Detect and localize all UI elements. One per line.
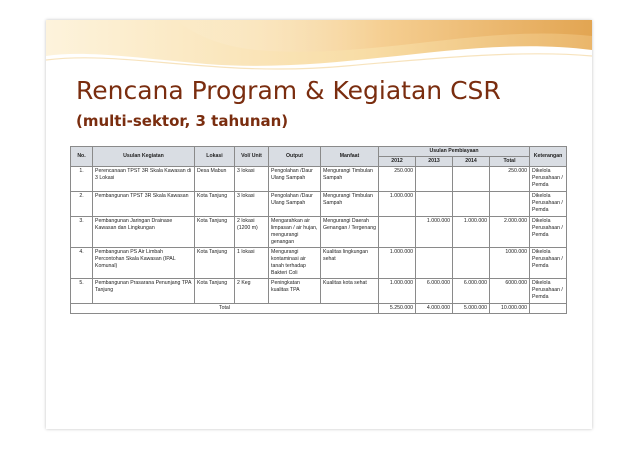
total-total: 10.000.000 [490,304,530,314]
cell-manfaat: Kualitas kota sehat [321,279,379,304]
program-table [70,146,567,314]
slide [46,20,592,429]
cell-no: 5. [71,279,93,304]
total-label: Total [71,304,379,314]
header-lokasi: Lokasi [195,147,235,167]
cell-kegiatan: Pembangunan PS Air Limbah Percontohan Skala Kawasan (IPAL Komunal) [93,248,195,279]
cell-no: 2. [71,192,93,217]
cell-output: Pengolahan /Daur Ulang Sampah [269,167,321,192]
table-row [71,167,567,192]
slide-title: Rencana Program & Kegiatan CSR [76,76,501,105]
cell-total: 250.000 [490,167,530,192]
table-total-row [71,304,567,314]
cell-keterangan: Dikelola Perusahaan / Pemda [530,279,567,304]
cell-vol: 3 lokasi [235,167,269,192]
header-pembiayaan: Usulan Pembiayaan [379,147,530,157]
cell-output: Mengarahkan air limpasan / air hujan, mengurangi genangan [269,217,321,248]
cell-lokasi: Kota Tanjung [195,248,235,279]
header-2014: 2014 [453,157,490,167]
cell-kegiatan: Pembangunan Jaringan Drainase Kawasan dan Lingkungan [93,217,195,248]
cell-2012: 1.000.000 [379,279,416,304]
cell-total: 6000.000 [490,279,530,304]
cell-2014 [453,248,490,279]
cell-lokasi: Desa Mabun [195,167,235,192]
cell-2013 [416,248,453,279]
header-kegiatan: Usulan Kegiatan [93,147,195,167]
cell-manfaat: Mengurangi Timbulan Sampah [321,167,379,192]
cell-keterangan: Dikelola Perusahaan / Pemda [530,167,567,192]
cell-2014: 1.000.000 [453,217,490,248]
cell-vol: 2 lokasi (1200 m) [235,217,269,248]
cell-lokasi: Kota Tanjung [195,279,235,304]
header-output: Output [269,147,321,167]
cell-no: 1. [71,167,93,192]
cell-2014 [453,192,490,217]
cell-output: Mengurangi kontaminasi air tanah terhadap Bakteri Coli [269,248,321,279]
cell-2013: 6.000.000 [416,279,453,304]
cell-kegiatan: Pembangunan Prasarana Penunjang TPA Tanjung [93,279,195,304]
header-keterangan: Keterangan [530,147,567,167]
cell-total: 2.000.000 [490,217,530,248]
cell-vol: 3 lokasi [235,192,269,217]
header-vol-unit: Vol/ Unit [235,147,269,167]
cell-2013 [416,167,453,192]
cell-2014 [453,167,490,192]
cell-2013: 1.000.000 [416,217,453,248]
cell-keterangan: Dikelola Perusahaan / Pemda [530,192,567,217]
table-row [71,217,567,248]
header-2012: 2012 [379,157,416,167]
cell-2014: 6.000.000 [453,279,490,304]
cell-total [490,192,530,217]
cell-2012: 250.000 [379,167,416,192]
cell-no: 3. [71,217,93,248]
cell-lokasi: Kota Tanjung [195,192,235,217]
total-2012: 5.250.000 [379,304,416,314]
header-no: No. [71,147,93,167]
cell-keterangan: Dikelola Perusahaan / Pemda [530,248,567,279]
cell-total: 1000.000 [490,248,530,279]
table-row [71,248,567,279]
cell-manfaat: Mengurangi Daerah Genangan / Tergenang [321,217,379,248]
cell-output: Peningkatan kualitas TPA [269,279,321,304]
cell-2012 [379,217,416,248]
cell-output: Pengolahan /Daur Ulang Sampah [269,192,321,217]
cell-no: 4. [71,248,93,279]
cell-manfaat: Mengurangi Timbulan Sampah [321,192,379,217]
header-total: Total [490,157,530,167]
cell-manfaat: Kualitas lingkungan sehat [321,248,379,279]
total-2013: 4.000.000 [416,304,453,314]
cell-vol: 2 Keg [235,279,269,304]
header-swoosh-decoration [46,20,592,82]
cell-keterangan: Dikelola Perusahaan / Pemda [530,217,567,248]
header-manfaat: Manfaat [321,147,379,167]
table-row [71,192,567,217]
cell-2013 [416,192,453,217]
total-keterangan [530,304,567,314]
cell-kegiatan: Perencanaan TPST 3R Skala Kawasan di 3 Lokasi [93,167,195,192]
slide-subtitle: (multi-sektor, 3 tahunan) [76,112,289,130]
cell-2012: 1.000.000 [379,192,416,217]
table-header-row [71,147,567,157]
header-2013: 2013 [416,157,453,167]
cell-2012: 1.000.000 [379,248,416,279]
cell-vol: 1 lokasi [235,248,269,279]
cell-kegiatan: Pembangunan TPST 3R Skala Kawasan [93,192,195,217]
cell-lokasi: Kota Tanjung [195,217,235,248]
table-row [71,279,567,304]
total-2014: 5.000.000 [453,304,490,314]
